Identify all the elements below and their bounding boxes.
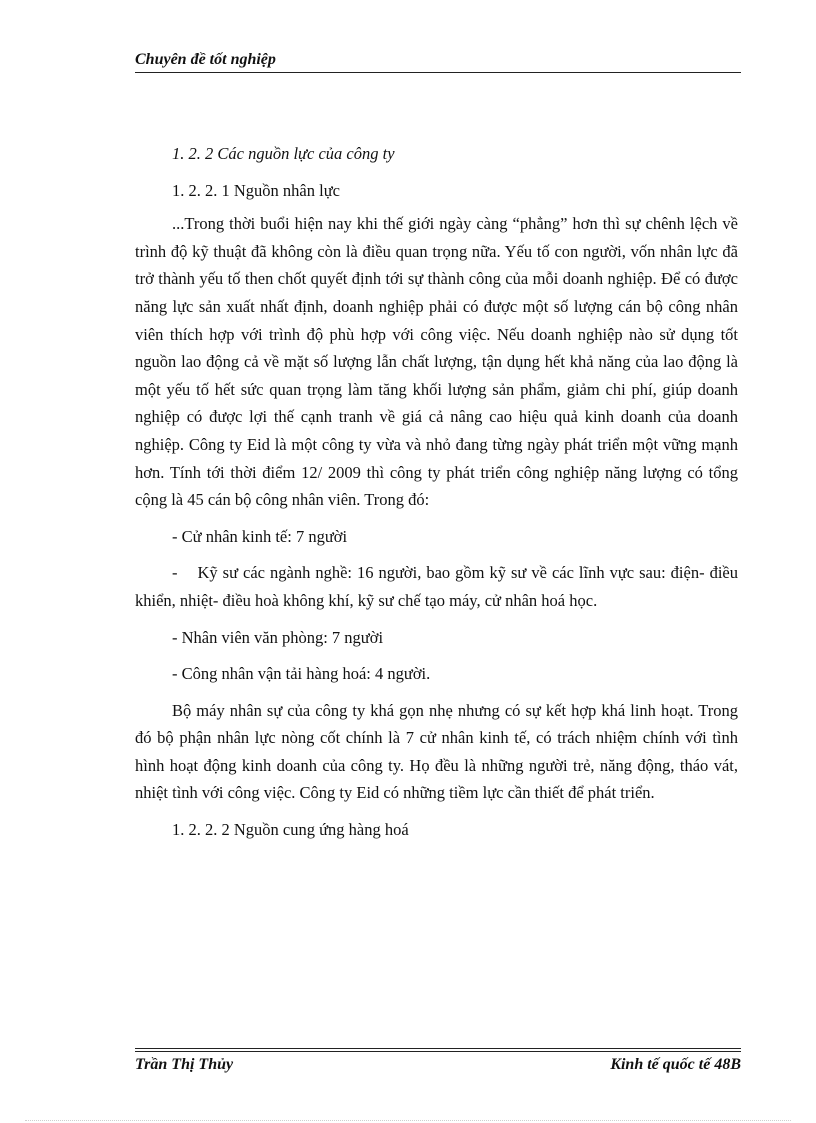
header-title: Chuyên đề tốt nghiệp bbox=[135, 51, 276, 68]
page-edge-divider bbox=[25, 1120, 791, 1121]
document-body bbox=[135, 140, 743, 844]
footer-class: Kinh tế quốc tế 48B bbox=[610, 1056, 741, 1073]
footer-rule bbox=[135, 1048, 741, 1052]
list-item: - Công nhân vận tải hàng hoá: 4 người. bbox=[172, 664, 431, 684]
section-heading-1-2-2-2: 1. 2. 2. 2 Nguồn cung ứng hàng hoá bbox=[172, 820, 409, 840]
list-item: - Kỹ sư các ngành nghề: 16 người, bao gồm kỹ sư về các lĩnh vực sau: điện- điều khiển, nhiệt- điều hoà không khí, kỹ sư chế tạo máy, cử nhân hoá học. bbox=[135, 563, 743, 610]
section-heading-1-2-2-1: 1. 2. 2. 1 Nguồn nhân lực bbox=[172, 180, 340, 200]
page-footer bbox=[135, 1048, 741, 1074]
body-paragraph-1: ...Trong thời buổi hiện nay khi thế giới ngày càng “phẳng” hơn thì sự chênh lệch về trình độ kỹ thuật đã không còn là điều quan trọng nữa. Yếu tố con người, vốn nhân lực đã trở thành yếu tố then chốt quyết định tới sự thành công của mỗi doanh nghiệp. Để có được năng lực sản xuất nhất định, doanh nghiệp phải có được một số lượng cán bộ công nhân viên thích hợp với trình độ phù hợp với công việc. Nếu doanh nghiệp nào sử dụng tốt nguồn lao động cả về mặt số lượng lẫn chất lượng, tận dụng hết khả năng của lao động là một yếu tố hết sức quan trọng làm tăng khối lượng sản phẩm, giảm chi phí, giúp doanh nghiệp có được lợi thế cạnh tranh về giá cả nâng cao hiệu quả kinh doanh của doanh nghiệp. Công ty Eid là một công ty vừa và nhỏ đang từng ngày phát triển một vững mạnh hơn. Tính tới thời điểm 12/ 2009 thì công ty phát triển công nghiệp năng lượng có tổng cộng là 45 cán bộ công nhân viên. Trong đó: bbox=[135, 214, 738, 510]
header-rule bbox=[135, 72, 741, 73]
page-header bbox=[135, 50, 741, 73]
list-item: - Nhân viên văn phòng: 7 người bbox=[172, 627, 384, 647]
footer-author: Trần Thị Thủy bbox=[135, 1056, 234, 1073]
body-paragraph-2: Bộ máy nhân sự của công ty khá gọn nhẹ nhưng có sự kết hợp khá linh hoạt. Trong đó bộ phận nhân lực nòng cốt chính là 7 cử nhân kinh tế, có trách nhiệm chính với tình hình hoạt động kinh doanh của công ty. Họ đều là những người trẻ, năng động, tháo vát, nhiệt tình với công việc. Công ty Eid có những tiềm lực cần thiết để phát triển. bbox=[135, 700, 738, 803]
section-heading-1-2-2: 1. 2. 2 Các nguồn lực của công ty bbox=[172, 144, 395, 163]
list-item: - Cử nhân kinh tế: 7 người bbox=[172, 526, 348, 546]
